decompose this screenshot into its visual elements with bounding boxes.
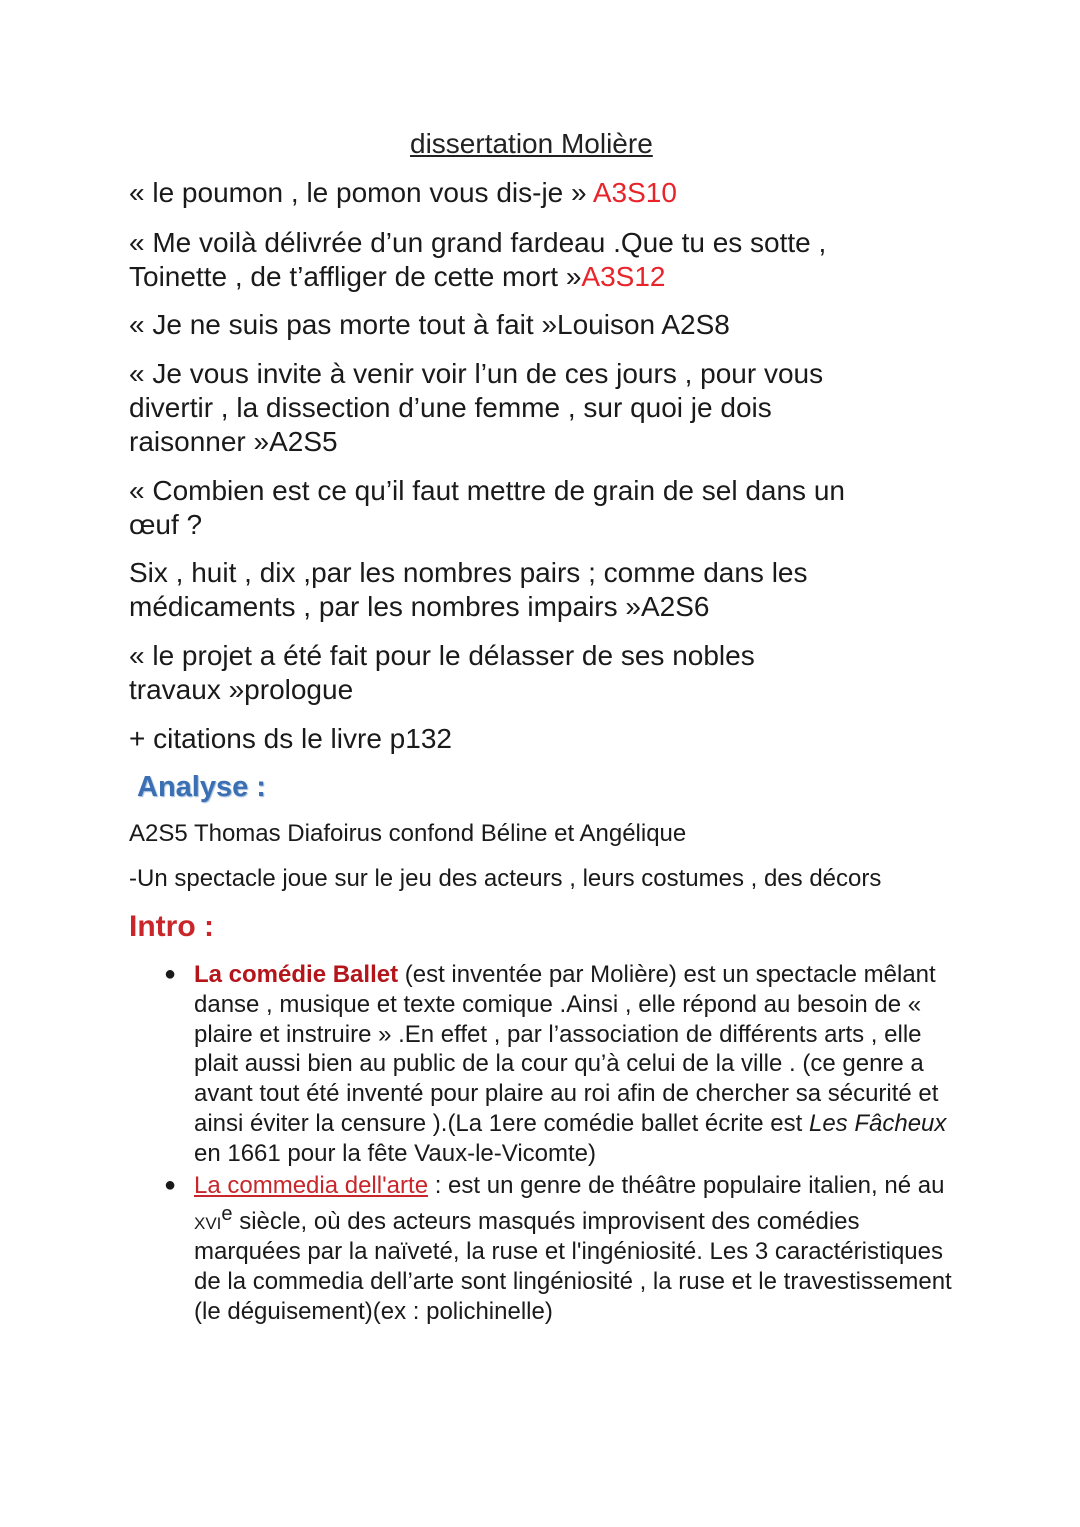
- intro-heading: Intro :: [129, 910, 214, 943]
- page-title: dissertation Molière: [410, 128, 653, 159]
- bullet-italic-title: Les Fâcheux: [808, 1109, 947, 1137]
- bullet-heading: La comédie Ballet: [194, 961, 399, 988]
- quote-7: « le projet a été fait pour le délasser de ses nobles travaux »prologue: [129, 640, 755, 705]
- bullet-text: : est un genre de théâtre populaire italien, né au: [428, 1171, 945, 1199]
- bullet-text-end: siècle, où des acteurs masqués improvisent des comédies marquées par la naïveté, la ruse et l'ingéniosité. Les 3 caractéristiques de la commedia dell’arte sont lingéniosité , la ruse et le travestissement (le déguisement)(ex : polichinelle): [194, 1208, 952, 1325]
- quote-2: [129, 226, 889, 294]
- quote-4: « Je vous invite à venir voir l’un de ces jours , pour vous divertir , la dissection d’une femme , sur quoi je dois raisonner »A2S5: [129, 358, 824, 457]
- analyse-line-2: -Un spectacle joue sur le jeu des acteurs , leurs costumes , des décors: [129, 865, 882, 892]
- bullet-commedia-dellarte: [160, 1171, 960, 1327]
- quote-text: « Me voilà délivrée d’un grand fardeau .Que tu es sotte , Toinette , de t’affliger de cette mort »: [129, 227, 827, 292]
- quote-3: « Je ne suis pas morte tout à fait »Louison A2S8: [129, 309, 730, 340]
- quote-5: « Combien est ce qu’il faut mettre de grain de sel dans un œuf ?: [129, 475, 845, 540]
- bullet-text-end: en 1661 pour la fête Vaux-le-Vicomte): [194, 1139, 597, 1167]
- quote-6: Six , huit , dix ,par les nombres pairs ; comme dans les médicaments , par les nombres impairs »A2S6: [129, 557, 808, 622]
- quote-1: [129, 176, 929, 210]
- bullet-text: (est inventée par Molière) est un spectacle mêlant danse , musique et texte comique .Ainsi , elle répond au besoin de « plaire et instruire » .En effet , par l’association de différents arts , elle plait aussi bien au public de la cour qu’à celui de la ville . (ce genre a avant tout été inventé pour plaire au roi afin de chercher sa sécurité et ainsi éviter la censure ).(La 1ere comédie ballet écrite est: [194, 961, 939, 1137]
- analyse-heading: Analyse :: [137, 771, 266, 803]
- analyse-line-1: A2S5 Thomas Diafoirus confond Béline et Angélique: [129, 820, 687, 847]
- century-text: xvi: [194, 1208, 222, 1236]
- bullet-comedie-ballet: [160, 960, 960, 1169]
- quote-ref: A3S12: [581, 261, 666, 292]
- bullet-heading: La commedia dell'arte: [194, 1171, 429, 1199]
- quote-text: « le poumon , le pomon vous dis-je »: [129, 177, 593, 208]
- bullet-dot-icon: ●: [164, 1173, 177, 1196]
- bullet-dot-icon: ●: [164, 963, 177, 985]
- quote-8: + citations ds le livre p132: [129, 723, 452, 754]
- intro-bullet-list: [160, 960, 960, 1329]
- quote-ref: A3S10: [592, 177, 677, 208]
- century-sup: e: [221, 1203, 233, 1226]
